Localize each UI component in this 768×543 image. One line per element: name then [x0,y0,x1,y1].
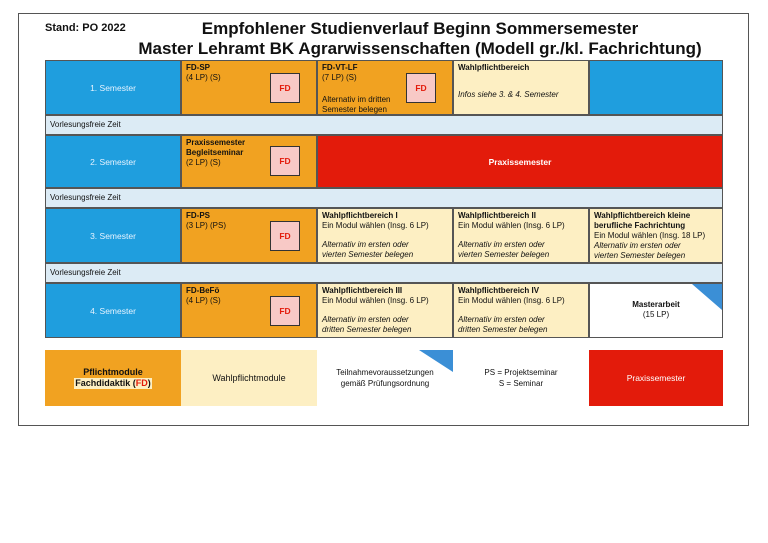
module-desc: Ein Modul wählen (Insg. 6 LP) [322,221,429,230]
legend-praxissemester: Praxissemester [589,350,723,406]
legend-fd: FD [135,378,148,388]
semester-4-label: 4. Semester [45,283,181,338]
legend-wahlpflichtmodule: Wahlpflichtmodule [181,350,317,406]
module-note-line1: Alternativ im ersten oder [322,315,409,324]
legend-pflicht-prefix: Fachdidaktik ( [75,378,136,388]
semester-3-label: 3. Semester [45,208,181,263]
fd-badge: FD [270,146,300,176]
module-title: Wahlpflichtbereich IV [458,286,540,295]
module-wahlpflichtbereich [453,60,589,115]
fd-badge: FD [270,221,300,251]
semester-1-empty [589,60,723,115]
legend-pflicht-line1: Pflichtmodule [83,367,143,377]
module-note-line1: Alternativ im dritten [322,95,391,104]
module-title: FD-PS [186,211,210,220]
module-note-line1: Alternativ im ersten oder [594,241,681,250]
module-fd-sp [181,60,317,115]
module-title-line1: Praxissemester [186,138,246,147]
module-fd-vt-lf [317,60,453,115]
page-subtitle: Master Lehramt BK Agrarwissenschaften (Modell gr./kl. Fachrichtung) [138,39,702,58]
legend-teilnahme-line2: gemäß Prüfungsordnung [340,379,430,388]
module-desc: Ein Modul wählen (Insg. 6 LP) [458,296,565,305]
module-title: Wahlpflichtbereich II [458,211,536,220]
prerequisite-corner-icon [419,350,453,372]
module-note-line2: vierten Semester belegen [594,251,686,260]
module-note-line2: vierten Semester belegen [458,250,550,259]
module-wahlpflichtbereich-4 [453,283,589,338]
module-note-line2: vierten Semester belegen [322,250,414,259]
module-masterarbeit [589,283,723,338]
module-note-line1: Alternativ im ersten oder [322,240,409,249]
module-title: Wahlpflichtbereich III [322,286,403,295]
module-title: FD-VT-LF [322,63,358,72]
fd-badge: FD [406,73,436,103]
module-lp: (3 LP) (PS) [186,221,227,230]
legend-abbr-s: S = Seminar [498,379,544,388]
legend-pflicht-suffix: ) [147,378,151,388]
module-title: FD-SP [186,63,210,72]
module-note-line2: Semester belegen [322,105,387,114]
module-desc: Ein Modul wählen (Insg. 18 LP) [594,231,706,240]
module-wahlpflichtbereich-3 [317,283,453,338]
module-lp: (4 LP) (S) [186,296,221,305]
praxissemester-block: Praxissemester [317,135,723,188]
module-fd-befo [181,283,317,338]
module-title: Wahlpflichtbereich [458,63,530,72]
break-row: Vorlesungsfreie Zeit [45,188,723,208]
module-title-line2: berufliche Fachrichtung [594,221,686,230]
legend-teilnahme-line1: Teilnahmevoraussetzungen [336,368,434,377]
module-title: Masterarbeit [632,300,680,309]
page-title: Empfohlener Studienverlauf Beginn Sommersemester [201,19,639,38]
stand-label: Stand: PO 2022 [45,22,126,34]
module-lp: (4 LP) (S) [186,73,221,82]
module-note-line1: Alternativ im ersten oder [458,240,545,249]
module-note-line1: Alternativ im ersten oder [458,315,545,324]
module-fd-ps [181,208,317,263]
module-note: Infos siehe 3. & 4. Semester [458,90,559,99]
legend-pflichtmodule [45,350,181,406]
module-wahlpflichtbereich-kleine-fachrichtung [589,208,723,263]
semester-2-label: 2. Semester [45,135,181,188]
module-desc: Ein Modul wählen (Insg. 6 LP) [322,296,429,305]
break-row: Vorlesungsfreie Zeit [45,263,723,283]
fd-badge: FD [270,296,300,326]
module-wahlpflichtbereich-2 [453,208,589,263]
module-desc: Ein Modul wählen (Insg. 6 LP) [458,221,565,230]
module-lp: (7 LP) (S) [322,73,357,82]
module-title: FD-BeFö [186,286,220,295]
module-title-line1: Wahlpflichtbereich kleine [594,211,691,220]
legend-abbr-ps: PS = Projektseminar [484,368,558,377]
module-lp: (2 LP) (S) [186,158,221,167]
module-title: Wahlpflichtbereich I [322,211,398,220]
module-lp: (15 LP) [642,310,670,319]
module-note-line2: dritten Semester belegen [322,325,412,334]
legend-abbreviations [453,350,589,406]
module-praxissemester-begleitseminar [181,135,317,188]
fd-badge: FD [270,73,300,103]
module-title-line2: Begleitseminar [186,148,244,157]
break-row: Vorlesungsfreie Zeit [45,115,723,135]
module-wahlpflichtbereich-1 [317,208,453,263]
legend-teilnahmevoraussetzungen [317,350,453,406]
module-note-line2: dritten Semester belegen [458,325,548,334]
semester-1-label: 1. Semester [45,60,181,115]
